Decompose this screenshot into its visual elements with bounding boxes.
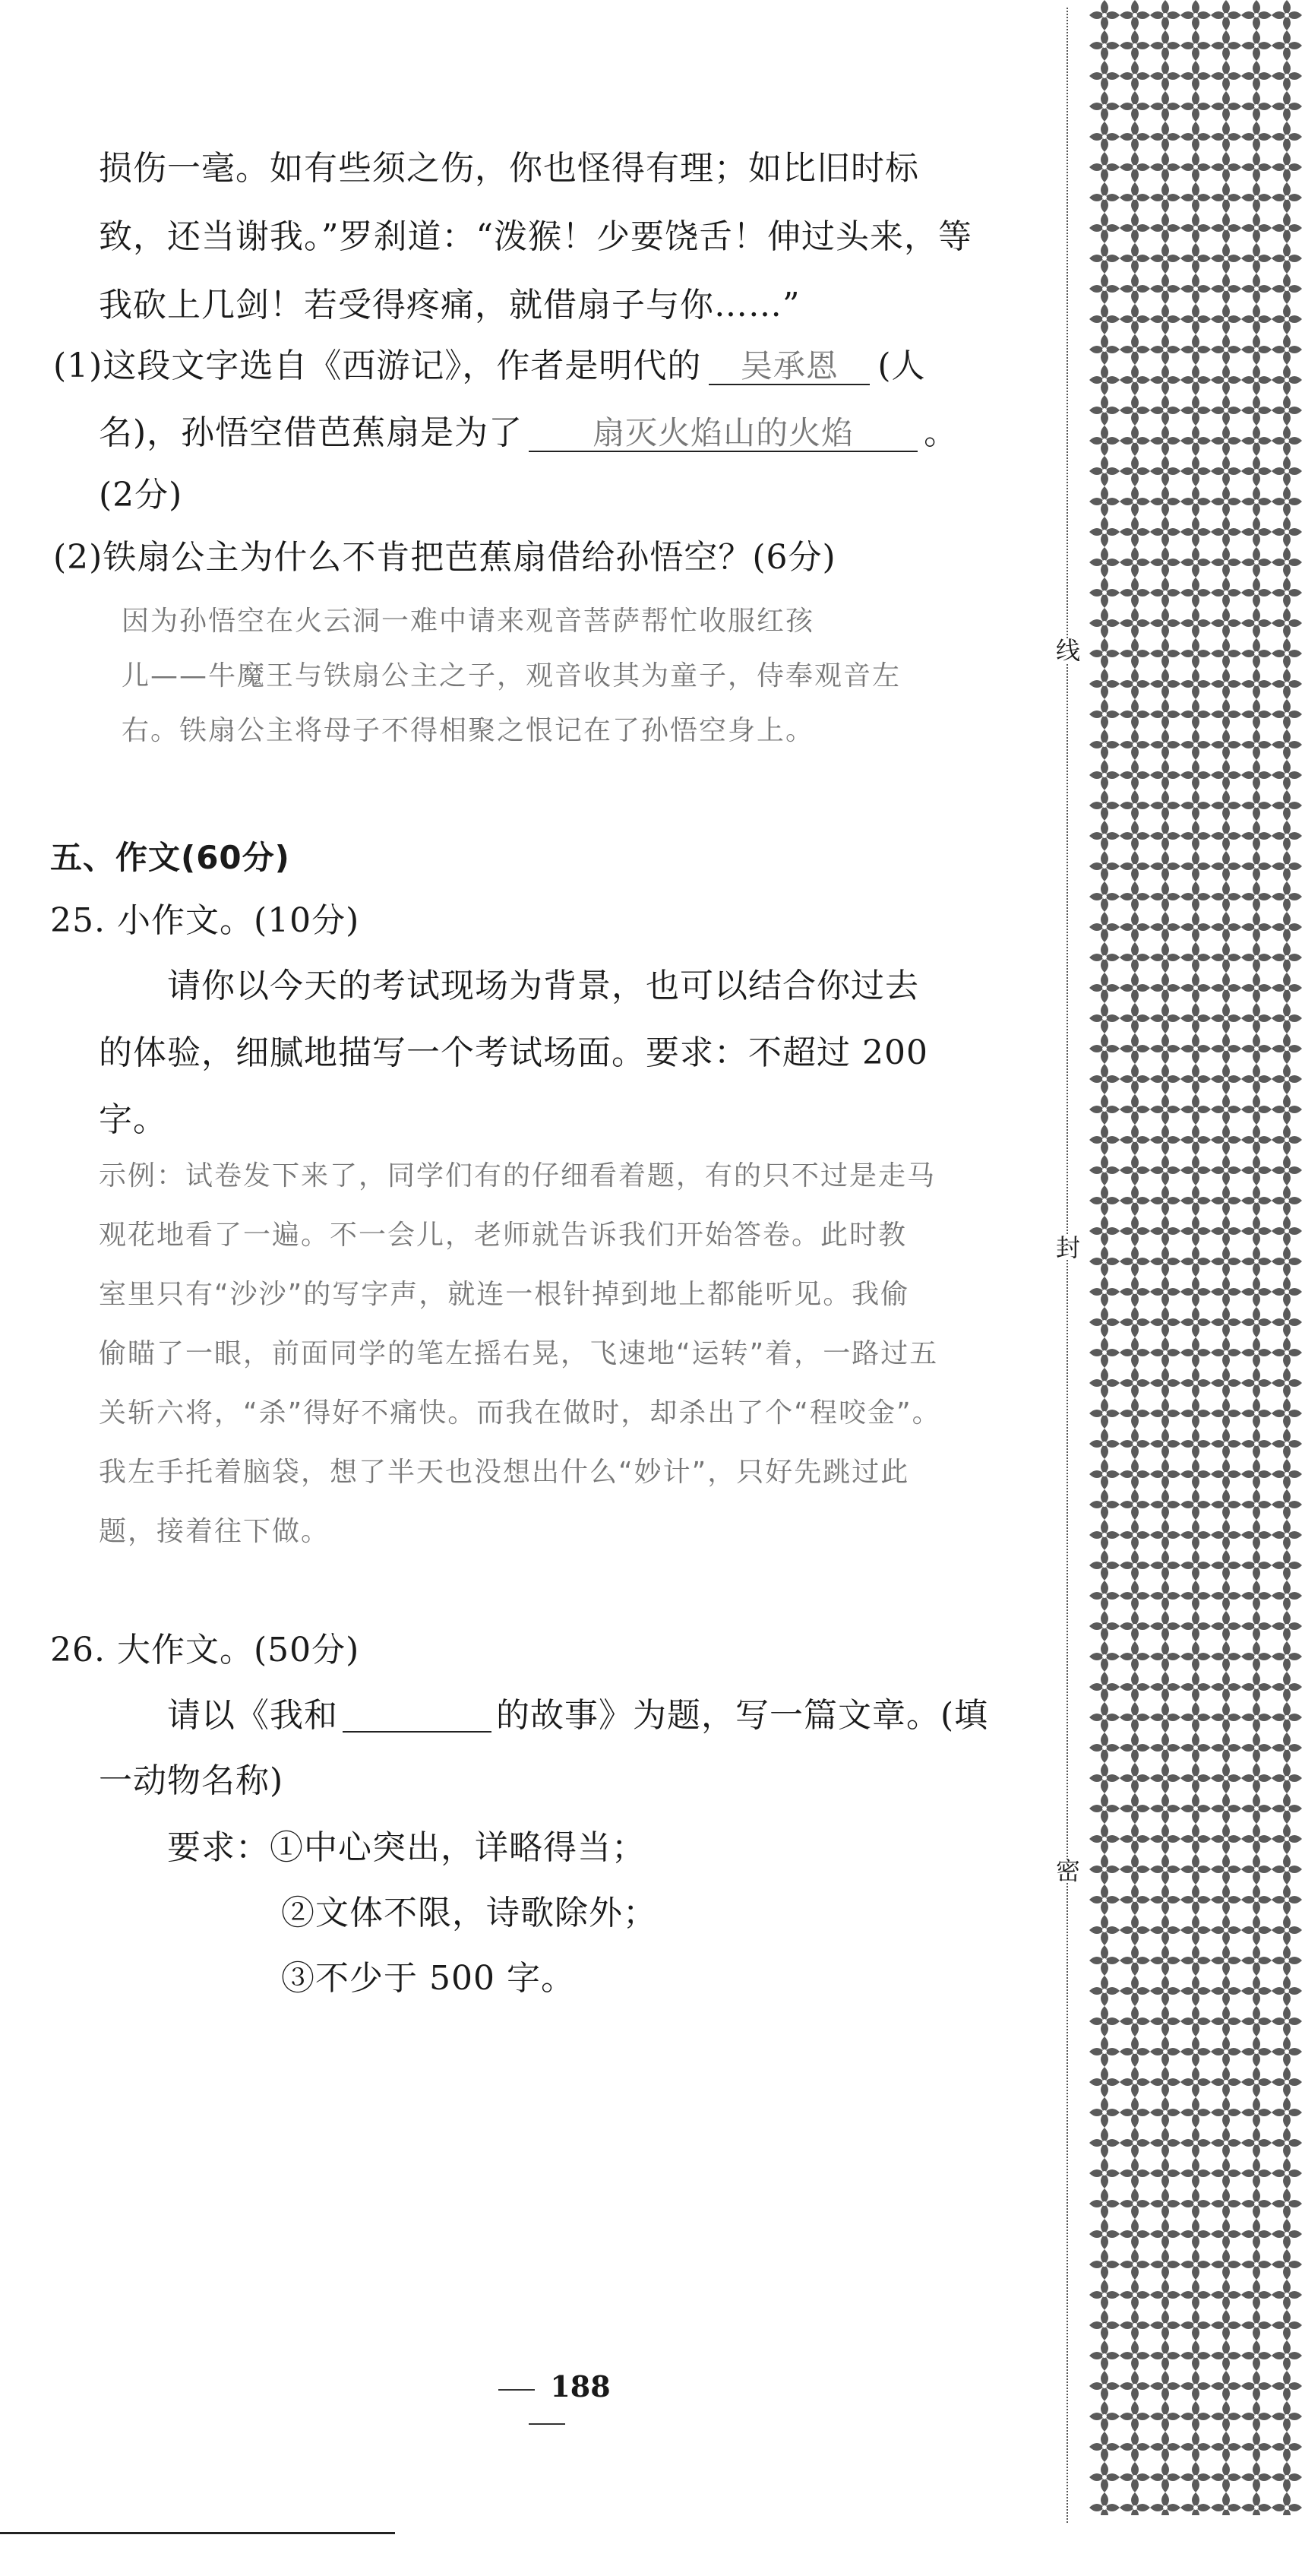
decorative-pattern [1089, 0, 1302, 2515]
question-26-prompt-a: 请以《我和 [167, 1696, 338, 1735]
seal-dotted-line [1067, 8, 1068, 2523]
question-25-prompt-line-2: 的体验，细腻地描写一个考试场面。要求：不超过 200 [99, 1033, 928, 1072]
passage-line-2: 致，还当谢我。”罗刹道：“泼猴！少要饶舌！伸过头来，等 [99, 217, 972, 256]
question-25-sample-line-3: 室里只有“沙沙”的写字声，就连一根针掉到地上都能听见。我偷 [99, 1279, 910, 1310]
question-25-sample-line-7: 题，接着往下做。 [99, 1516, 330, 1547]
question-2-answer-line-2: 儿——牛魔王与铁扇公主之子，观音收其为童子，侍奉观音左 [122, 660, 902, 691]
question-2-answer-line-3: 右。铁扇公主将母子不得相聚之恨记在了孙悟空身上。 [122, 715, 815, 746]
question-25-title: 25. 小作文。(10分) [50, 901, 360, 940]
answer-purpose-blank: 扇灭火焰山的火焰 [529, 417, 918, 452]
question-1-text-a: (1)这段文字选自《西游记》，作者是明代的 [53, 347, 702, 385]
question-25-sample-line-6: 我左手托着脑袋，想了半天也没想出什么“妙计”，只好先跳过此 [99, 1457, 910, 1488]
page-number-dash-right [529, 2423, 565, 2425]
bottom-rule [0, 2532, 395, 2534]
question-26-prompt-line-1 [167, 1696, 989, 1735]
question-1-score: (2分) [99, 476, 183, 514]
question-25-sample-line-1: 示例：试卷发下来了，同学们有的仔细看着题，有的只不过是走马 [99, 1160, 937, 1191]
question-1-text-d: 。 [924, 413, 959, 452]
passage-line-3: 我砍上几剑！若受得疼痛，就借扇子与你……” [99, 286, 801, 324]
seal-char-xian: 线 [1054, 638, 1082, 663]
question-26-requirement-1: 要求：①中心突出，详略得当； [167, 1828, 646, 1867]
question-2-text: (2)铁扇公主为什么不肯把芭蕉扇借给孙悟空？(6分) [53, 538, 836, 577]
question-1-line-2 [99, 413, 959, 452]
question-26-requirement-3: ③不少于 500 字。 [281, 1959, 575, 1998]
section-5-heading: 五、作文(60分) [50, 839, 290, 876]
question-26-prompt-b: 的故事》为题，写一篇文章。(填 [496, 1696, 989, 1735]
question-2-answer-line-1: 因为孙悟空在火云洞一难中请来观音菩萨帮忙收服红孩 [122, 606, 815, 637]
page-number [456, 2369, 638, 2438]
question-1-text-c: 名)，孙悟空借芭蕉扇是为了 [99, 413, 523, 452]
question-25-sample-line-2: 观花地看了一遍。不一会儿，老师就告诉我们开始答卷。此时教 [99, 1220, 908, 1251]
seal-char-mi: 密 [1054, 1859, 1082, 1883]
question-25-sample-line-5: 关斩六将，“杀”得好不痛快。而我在做时，却杀出了个“程咬金”。 [99, 1397, 941, 1429]
passage-line-1: 损伤一毫。如有些须之伤，你也怪得有理；如比旧时标 [99, 149, 919, 188]
answer-author-blank: 吴承恩 [709, 350, 870, 385]
question-26-requirement-2: ②文体不限，诗歌除外； [281, 1894, 657, 1932]
question-25-prompt-line-1: 请你以今天的考试现场为背景，也可以结合你过去 [167, 967, 919, 1005]
page-number-dash-left [498, 2389, 535, 2391]
question-1-line-1 [53, 347, 926, 385]
question-25-sample-line-4: 偷瞄了一眼，前面同学的笔左摇右晃，飞速地“运转”着，一路过五 [99, 1338, 939, 1369]
question-25-prompt-line-3: 字。 [99, 1100, 167, 1139]
question-1-text-b: (人 [877, 347, 926, 385]
lattice-pattern-graphic [1089, 0, 1302, 2515]
seal-char-feng: 封 [1054, 1236, 1082, 1260]
question-26-prompt-line-2: 一动物名称) [99, 1761, 284, 1800]
question-26-title: 26. 大作文。(50分) [50, 1631, 360, 1669]
page-number-text: 188 [550, 2369, 611, 2404]
animal-name-blank [343, 1701, 491, 1733]
